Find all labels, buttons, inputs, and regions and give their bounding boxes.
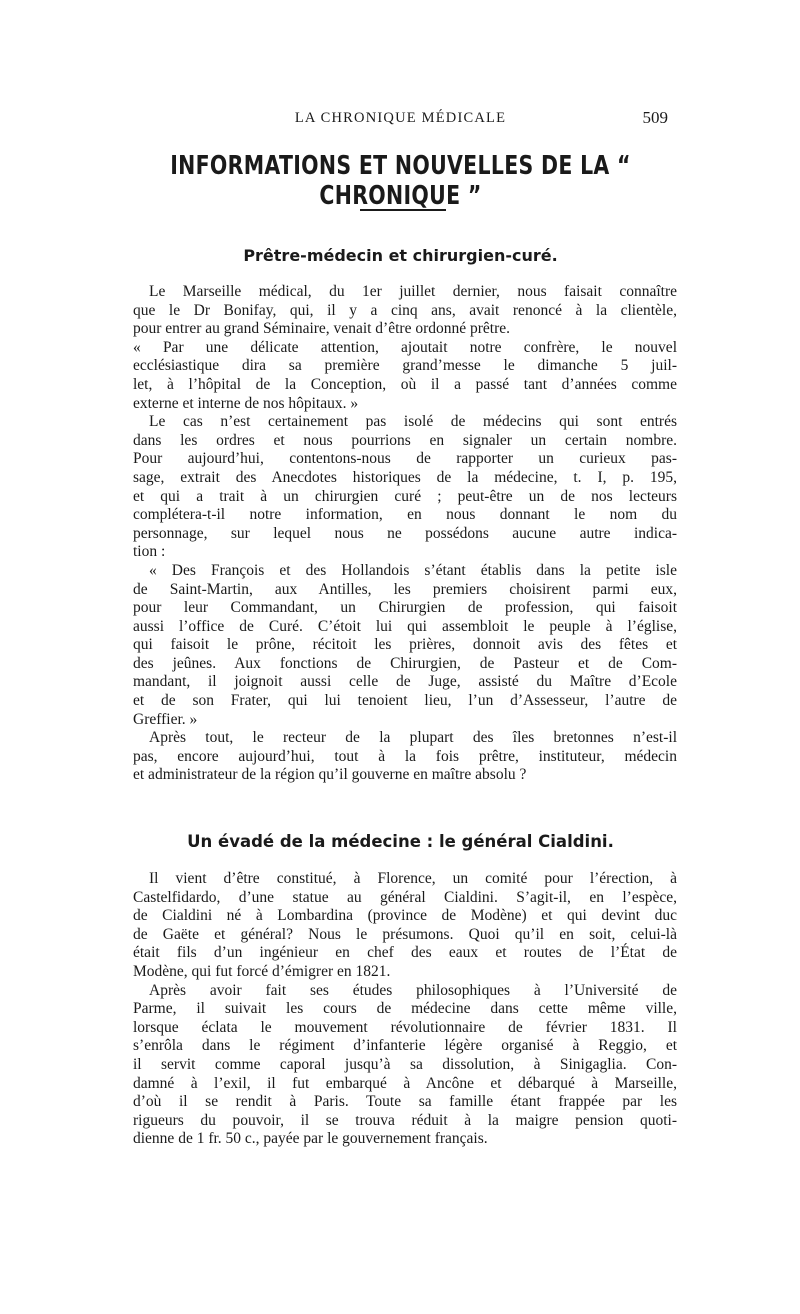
text-line: Modène, qui fut forcé d’émigrer en 1821. [133,962,391,980]
text-line: était fils d’un ingénieur en chef des eaux et routes de l’État de [133,944,677,962]
article-title-cialdini: Un évadé de la médecine : le général Cialdini. [187,832,614,851]
text-line: Le cas n’est certainement pas isolé de médecins qui sont entrés [149,413,677,431]
article-body-cialdini [133,870,677,1149]
text-line: s’enrôla dans le régiment d’infanterie légère organisé à Reggio, et [133,1037,677,1055]
text-line: Parme, il suivait les cours de médecine dans cette même ville, [133,1000,677,1018]
text-line: Greffier. » [133,710,198,728]
text-line: que le Dr Bonifay, qui, il y a cinq ans, avait renoncé à la clientèle, [133,301,677,319]
text-line: pour entrer au grand Séminaire, venait d’être ordonné prêtre. [133,320,511,338]
text-line: Castelfidardo, d’une statue au général Cialdini. S’agit-il, en l’espèce, [133,888,677,906]
text-line: personnage, sur lequel nous ne possédons aucune autre indica- [133,524,677,542]
article-title-pretre-medecin: Prêtre-médecin et chirurgien-curé. [243,246,558,265]
text-line: de Gaëte et général? Nous le présumons. Quoi qu’il en soit, celui-là [133,925,677,943]
text-line: de Saint-Martin, aux Antilles, les premiers choisirent parmi eux, [133,580,677,598]
text-line: « Des François et des Hollandois s’étant établis dans la petite isle [149,561,677,579]
text-line: mandant, il joignoit aussi celle de Juge, assisté du Maître d’Ecole [133,673,677,691]
text-line: pas, encore aujourd’hui, tout à la fois prêtre, instituteur, médecin [133,747,677,765]
text-line: aussi l’office de Curé. C’étoit lui qui assembloit le peuple à l’église, [133,617,677,635]
text-line: externe et interne de nos hôpitaux. » [133,394,359,412]
text-line: Il vient d’être constitué, à Florence, un comité pour l’érection, à [149,870,677,887]
page-number: 509 [642,108,668,127]
section-heading: INFORMATIONS ET NOUVELLES DE LA “ CHRONIQUE ” [170,150,631,210]
text-line: de Cialdini né à Lombardina (province de Modène) et qui devint duc [133,907,677,925]
text-line: il servit comme caporal jusqu’à sa dissolution, à Sinigaglia. Con- [133,1055,677,1073]
heading-divider [360,209,446,211]
text-line: sage, extrait des Anecdotes historiques de la médecine, t. I, p. 195, [133,468,677,486]
text-line: pour leur Commandant, un Chirurgien de profession, qui faisoit [133,599,677,617]
text-line: Le Marseille médical, du 1er juillet dernier, nous faisait connaître [149,283,677,300]
text-line: rigueurs du pouvoir, il se trouva réduit à la maigre pension quoti- [133,1111,677,1129]
running-head [133,108,668,132]
text-line: et de son Frater, qui lui tenoient lieu, l’un d’Assesseur, l’autre de [133,692,677,710]
text-line: let, à l’hôpital de la Conception, où il a passé tant d’années comme [133,375,677,393]
text-line: des jeûnes. Aux fonctions de Chirurgien, de Pasteur et de Com- [133,654,677,672]
text-line: complétera-t-il notre information, en nous donnant le nom du [133,506,677,524]
text-line: Après avoir fait ses études philosophiques à l’Université de [149,981,677,999]
text-line: tion : [133,543,166,561]
text-line: dans les ordres et nous pourrions en signaler un certain nombre. [133,431,677,449]
text-line: ecclésiastique dira sa première grand’messe le dimanche 5 juil- [133,357,677,375]
article-body-pretre-medecin [133,283,677,785]
text-line: et qui a trait à un chirurgien curé ; peut-être un de nos lecteurs [133,487,677,505]
text-line: Après tout, le recteur de la plupart des îles bretonnes n’est-il [149,729,677,747]
text-line: damné à l’exil, il fut embarqué à Ancône et débarqué à Marseille, [133,1074,677,1092]
text-line: « Par une délicate attention, ajoutait notre confrère, le nouvel [133,338,677,356]
text-line: et administrateur de la région qu’il gouverne en maître absolu ? [133,766,527,784]
text-line: dienne de 1 fr. 50 c., payée par le gouvernement français. [133,1130,488,1148]
text-line: qui faisoit le prône, récitoit les prières, donnoit avis des fêtes et [133,636,677,654]
text-line: lorsque éclata le mouvement révolutionnaire de février 1831. Il [133,1018,677,1036]
text-line: Pour aujourd’hui, contentons-nous de rapporter un curieux pas- [133,450,677,468]
text-line: d’où il se rendit à Paris. Toute sa famille étant frappée par les [133,1093,677,1111]
running-title: LA CHRONIQUE MÉDICALE [294,110,507,126]
